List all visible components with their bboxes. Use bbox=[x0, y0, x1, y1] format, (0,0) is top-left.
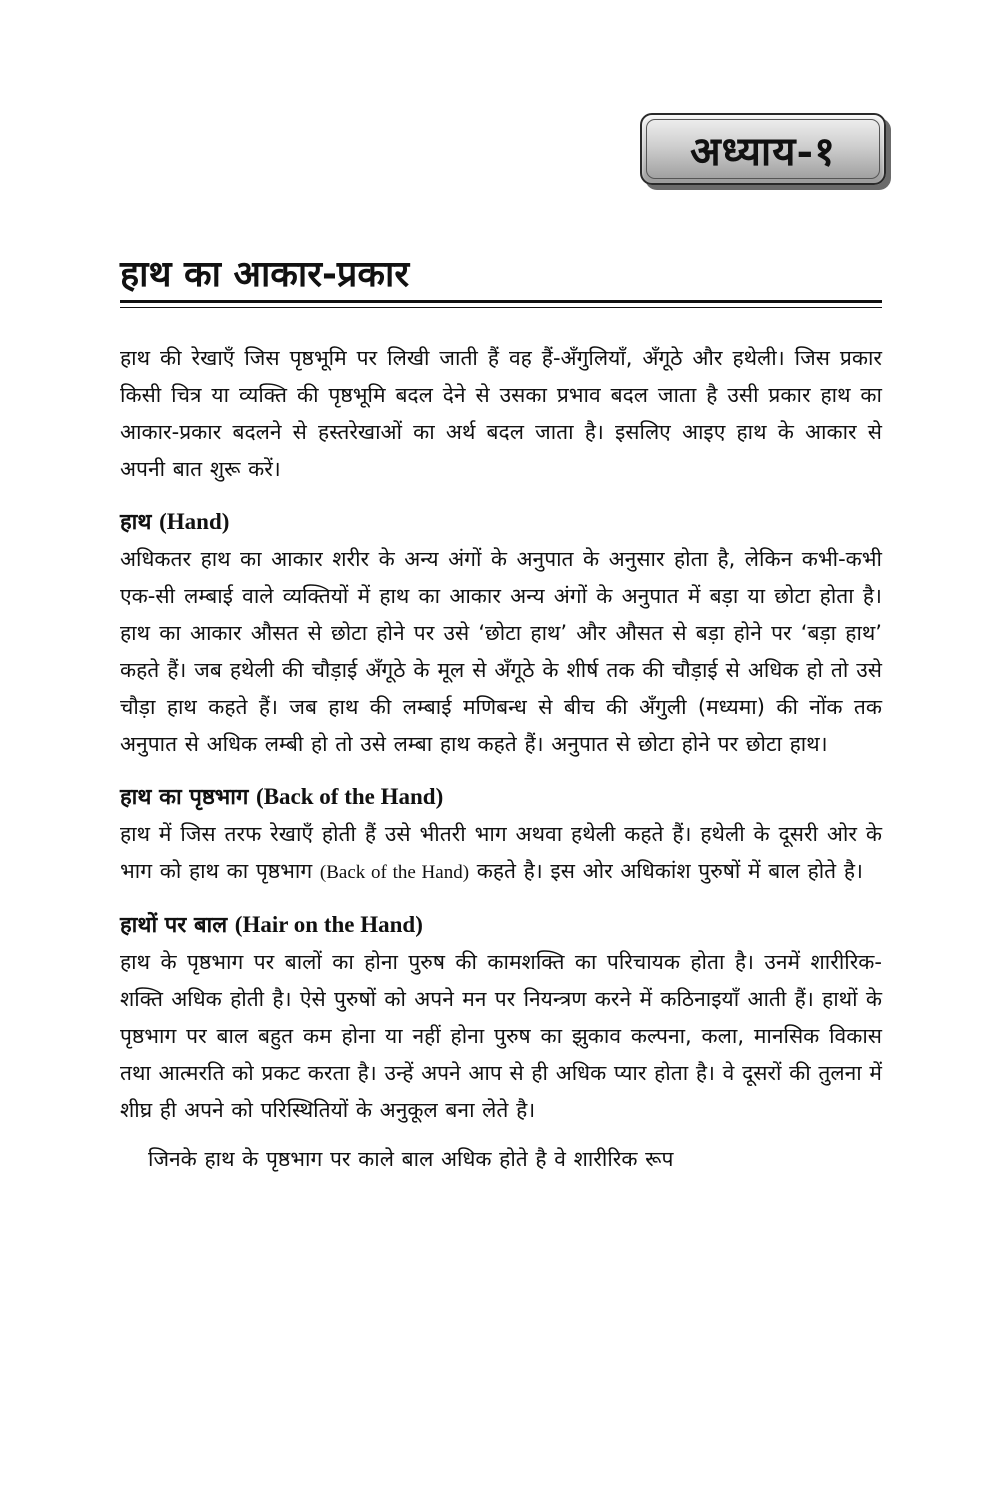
section-heading-en: (Back of the Hand) bbox=[256, 784, 444, 809]
paragraph-spacer bbox=[120, 1129, 882, 1141]
main-content bbox=[120, 340, 882, 1178]
chapter-label: अध्याय-१ bbox=[690, 127, 836, 175]
section-heading-hi: हाथ bbox=[120, 510, 152, 535]
section-heading-hi: हाथों पर बाल bbox=[120, 913, 228, 938]
paragraph-text-english: (Back of the Hand) bbox=[319, 862, 470, 883]
intro-paragraph: हाथ की रेखाएँ जिस पृष्ठभूमि पर लिखी जाती हैं वह हैं-अँगुलियाँ, अँगूठे और हथेली। जिस प्रकार किसी चित्र या व्यक्ति की पृष्ठभूमि बदल देने से उसका प्रभाव बदल जाता है उसी प्रकार हाथ का आकार-प्रकार बदलने से हस्तरेखाओं का अर्थ बदल जाता है। इसलिए आइए हाथ के आकार से अपनी बात शुरू करें। bbox=[120, 346, 882, 481]
section-heading-en: (Hair on the Hand) bbox=[234, 912, 423, 937]
title-rule-thin bbox=[120, 307, 882, 308]
chapter-badge bbox=[640, 113, 886, 185]
section-heading-back-of-hand bbox=[120, 779, 882, 816]
section-paragraph-hair-on-hand: हाथ के पृष्ठभाग पर बालों का होना पुरुष की कामशक्ति का परिचायक होता है। उनमें शारीरिक-शक्ति अधिक होती है। ऐसे पुरुषों को अपने मन पर नियन्त्रण करने में कठिनाइयाँ आती हैं। हाथों के पृष्ठभाग पर बाल बहुत कम होना या नहीं होना पुरुष का झुकाव कल्पना, कला, मानसिक विकास तथा आत्मरति को प्रकट करता है। उन्हें अपने आप से ही अधिक प्यार होता है। वे दूसरों की तुलना में शीघ्र ही अपने को परिस्थितियों के अनुकूल बना लेते है। bbox=[120, 950, 882, 1122]
section-paragraph-hand: अधिकतर हाथ का आकार शरीर के अन्य अंगों के अनुपात के अनुसार होता है, लेकिन कभी-कभी एक-सी लम्बाई वाले व्यक्तियों में हाथ का आकार अन्य अंगों के अनुपात में बड़ा या छोटा होता है। हाथ का आकार औसत से छोटा होने पर उसे ‘छोटा हाथ’ और औसत से बड़ा होने पर ‘बड़ा हाथ’ कहते हैं। जब हथेली की चौड़ाई अँगूठे के मूल से अँगूठे के शीर्ष तक की चौड़ाई से अधिक हो तो उसे चौड़ा हाथ कहते हैं। जब हाथ की लम्बाई मणिबन्ध से बीच की अँगुली (मध्यमा) की नोंक तक अनुपात से अधिक लम्बी हो तो उसे लम्बा हाथ कहते हैं। अनुपात से छोटा होने पर छोटा हाथ। bbox=[120, 547, 882, 756]
section-paragraph-back-of-hand bbox=[120, 816, 882, 891]
section-heading-en: (Hand) bbox=[159, 509, 230, 534]
title-rule-thick bbox=[120, 300, 882, 303]
section-paragraph-hair-continued: जिनके हाथ के पृष्ठभाग पर काले बाल अधिक होते है वे शारीरिक रूप bbox=[148, 1147, 674, 1171]
section-heading-hand bbox=[120, 504, 882, 541]
paragraph-text-before: हाथ में जिस तरफ रेखाएँ होती हैं उसे भीतरी भाग अथवा हथेली कहते हैं। हथेली के दूसरी ओर के भाग को हाथ का पृष्ठभाग bbox=[120, 822, 883, 883]
section-heading-hi: हाथ का पृष्ठभाग bbox=[120, 785, 249, 810]
section-heading-hair-on-hand bbox=[120, 907, 882, 944]
page-title: हाथ का आकार-प्रकार bbox=[120, 254, 410, 295]
paragraph-text-after: कहते है। इस ओर अधिकांश पुरुषों में बाल होते है। bbox=[476, 859, 863, 883]
